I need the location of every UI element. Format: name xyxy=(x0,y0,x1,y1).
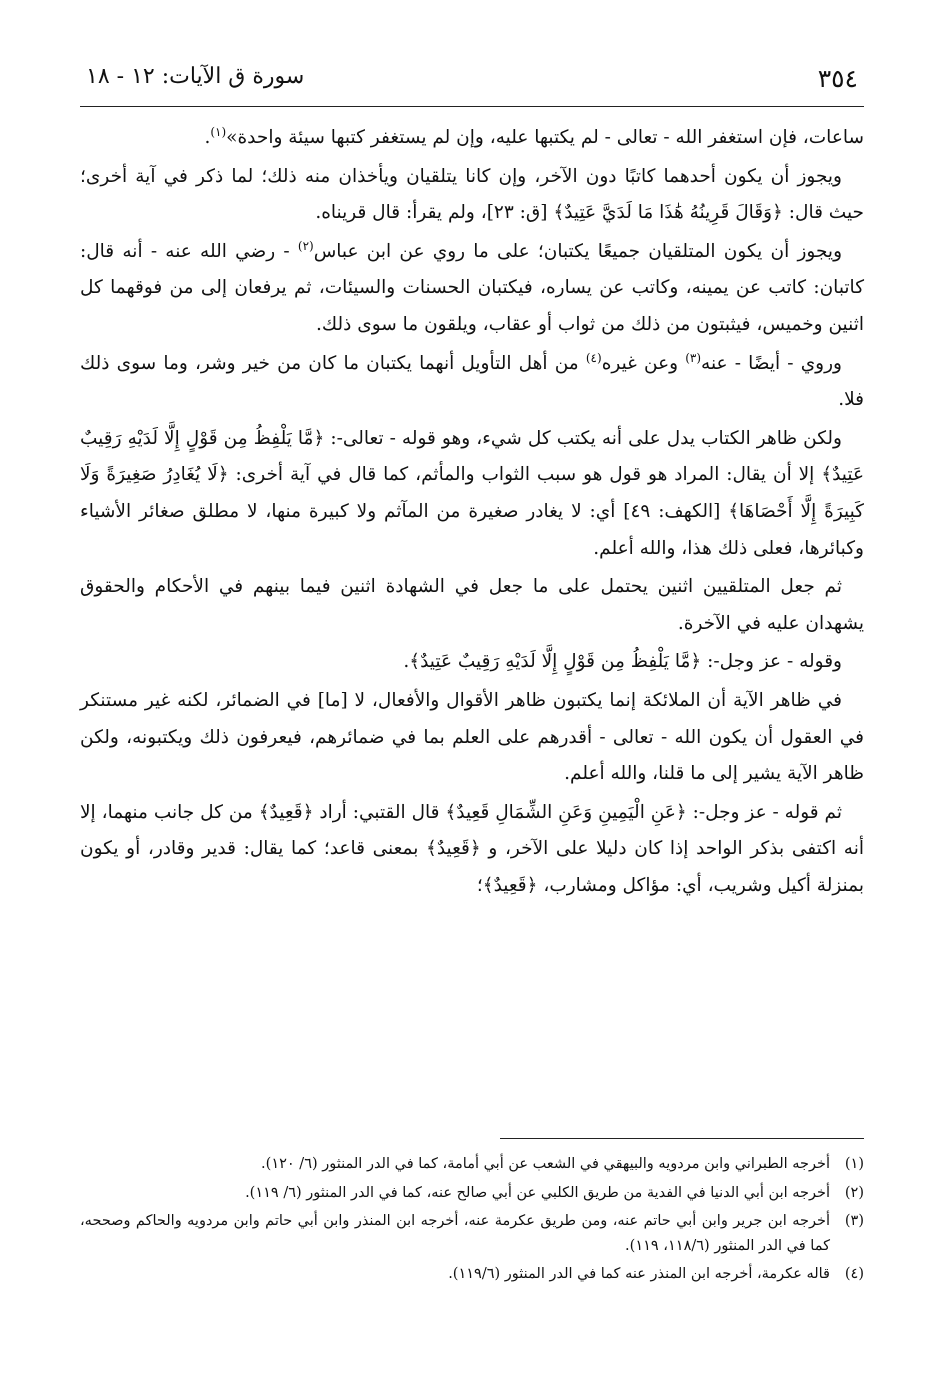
footnote xyxy=(80,1152,864,1177)
footnote-ref: (١) xyxy=(210,124,227,139)
running-title: سورة ق الآيات: ١٢ - ١٨ xyxy=(86,64,305,89)
paragraph: ثم قوله - عز وجل-: ﴿عَنِ الْيَمِينِ وَعَنِ الشِّمَالِ قَعِيدٌ﴾ قال القتبي: أراد ﴿قَعِيدٌ﴾ من كل جانب منهما، إلا أنه اكتفى بذكر الواحد إذا كان دليلا على الآخر، و ﴿قَعِيدٌ﴾ بمعنى قاعد؛ كما يقال: قدير وقادر، أو يكون بمنزلة أكيل وشريب، أي: مؤاكل ومشارب، ﴿قَعِيدٌ﴾؛ xyxy=(80,801,864,896)
footnote-ref: (٤) xyxy=(585,350,602,365)
footnote-number: (٢) xyxy=(844,1184,864,1201)
footnote xyxy=(80,1181,864,1206)
page-number: ٣٥٤ xyxy=(817,64,858,93)
footnote-number: (١) xyxy=(844,1156,864,1172)
paragraph: وقوله - عز وجل-: ﴿مَّا يَلْفِظُ مِن قَوْلٍ إِلَّا لَدَيْهِ رَقِيبٌ عَتِيدٌ﴾. xyxy=(403,651,842,673)
footnotes xyxy=(80,1152,864,1291)
footnote-divider xyxy=(500,1138,864,1139)
footnote-text: أخرجه الطبراني وابن مردويه والبيهقي في الشعب عن أبي أمامة، كما في الدر المنثور (٦/ ١٢٠). xyxy=(261,1156,830,1172)
main-text xyxy=(80,120,864,906)
footnote-number: (٣) xyxy=(844,1213,864,1230)
footnote-number: (٤) xyxy=(844,1266,864,1283)
paragraph: في ظاهر الآية أن الملائكة إنما يكتبون ظاهر الأقوال والأفعال، لا [ما] في الضمائر، لكنه غير مستنكر في العقول أن يكون الله - تعالى - أقدرهم على العلم بما في ضمائرهم، فيعرفون ذلك ويكتبونه، ولكن ظاهر الآية يشير إلى ما قلنا، والله أعلم. xyxy=(80,689,864,785)
footnote-text: أخرجه ابن أبي الدنيا في الفدية من طريق الكلبي عن أبي صالح عنه، كما في الدر المنثور (٦/ ١١٩). xyxy=(245,1184,830,1201)
footnote xyxy=(80,1262,864,1287)
page-header xyxy=(80,58,864,107)
footnote-ref: (٣) xyxy=(685,350,702,365)
footnote-text: قاله عكرمة، أخرجه ابن المنذر عنه كما في الدر المنثور (١١٩/٦). xyxy=(448,1266,830,1283)
paragraph: ثم جعل المتلقيين اثنين يحتمل على ما جعل في الشهادة اثنين فيما بينهم في الأحكام والحقوق يشهدان عليه في الآخرة. xyxy=(80,576,864,634)
paragraph: ويجوز أن يكون المتلقيان جميعًا يكتبان؛ على ما روي عن ابن عباس$^{(٢)}$ - رضي الله عنه - أنه قال: كاتبان: كاتب عن يمينه، وكاتب عن يساره، فيكتبان الحسنات والسيئات، ثم يرفعان إلى من فوقهما كل اثنين وخميس، فيثبتون من ذلك من ثواب أو عقاب، ويلقون ما سوى ذلك. xyxy=(80,238,864,335)
footnote xyxy=(80,1209,864,1258)
paragraph: ولكن ظاهر الكتاب يدل على أنه يكتب كل شيء، وهو قوله - تعالى-: ﴿مَّا يَلْفِظُ مِن قَوْلٍ إِلَّا لَدَيْهِ رَقِيبٌ عَتِيدٌ﴾ إلا أن يقال: المراد هو قول هو سبب الثواب والمأثم، كما قال في آية أخرى: ﴿لَا يُغَادِرُ صَغِيرَةً وَلَا كَبِيرَةً إِلَّا أَحْصَاهَا﴾ [الكهف: ٤٩] أي: لا يغادر صغيرة من المآثم ولا كبيرة منها، لا مطلق صغائر الأشياء وكبائرها، فعلى ذلك هذا، والله أعلم. xyxy=(80,427,864,559)
footnote-text: أخرجه ابن جرير وابن أبي حاتم عنه، ومن طريق عكرمة عنه، أخرجه ابن المنذر وابن أبي حاتم وابن مردويه والحاكم وصححه، كما في الدر المنثور (١١٨/٦، ١١٩). xyxy=(80,1213,830,1254)
paragraph-continuation: ساعات، فإن استغفر الله - تعالى - لم يكتبها عليه، وإن لم يستغفر كتبها سيئة واحدة»$^{(١)}$. xyxy=(204,124,864,148)
footnote-ref: (٢) xyxy=(297,238,314,253)
paragraph: وروي - أيضًا - عنه$^{(٣)}$ وعن غيره$^{(٤)}$ من أهل التأويل أنهما يكتبان ما كان من خير وشر، وما سوى ذلك فلا. xyxy=(80,350,864,411)
paragraph: ويجوز أن يكون أحدهما كاتبًا دون الآخر، وإن كانا يتلقيان ويأخذان منه ذلك؛ لما ذكر في آية أخرى؛ حيث قال: ﴿وَقَالَ قَرِينُهُ هَٰذَا مَا لَدَيَّ عَتِيدٌ﴾ [ق: ٢٣]، ولم يقرأ: قال قريناه. xyxy=(80,165,864,224)
